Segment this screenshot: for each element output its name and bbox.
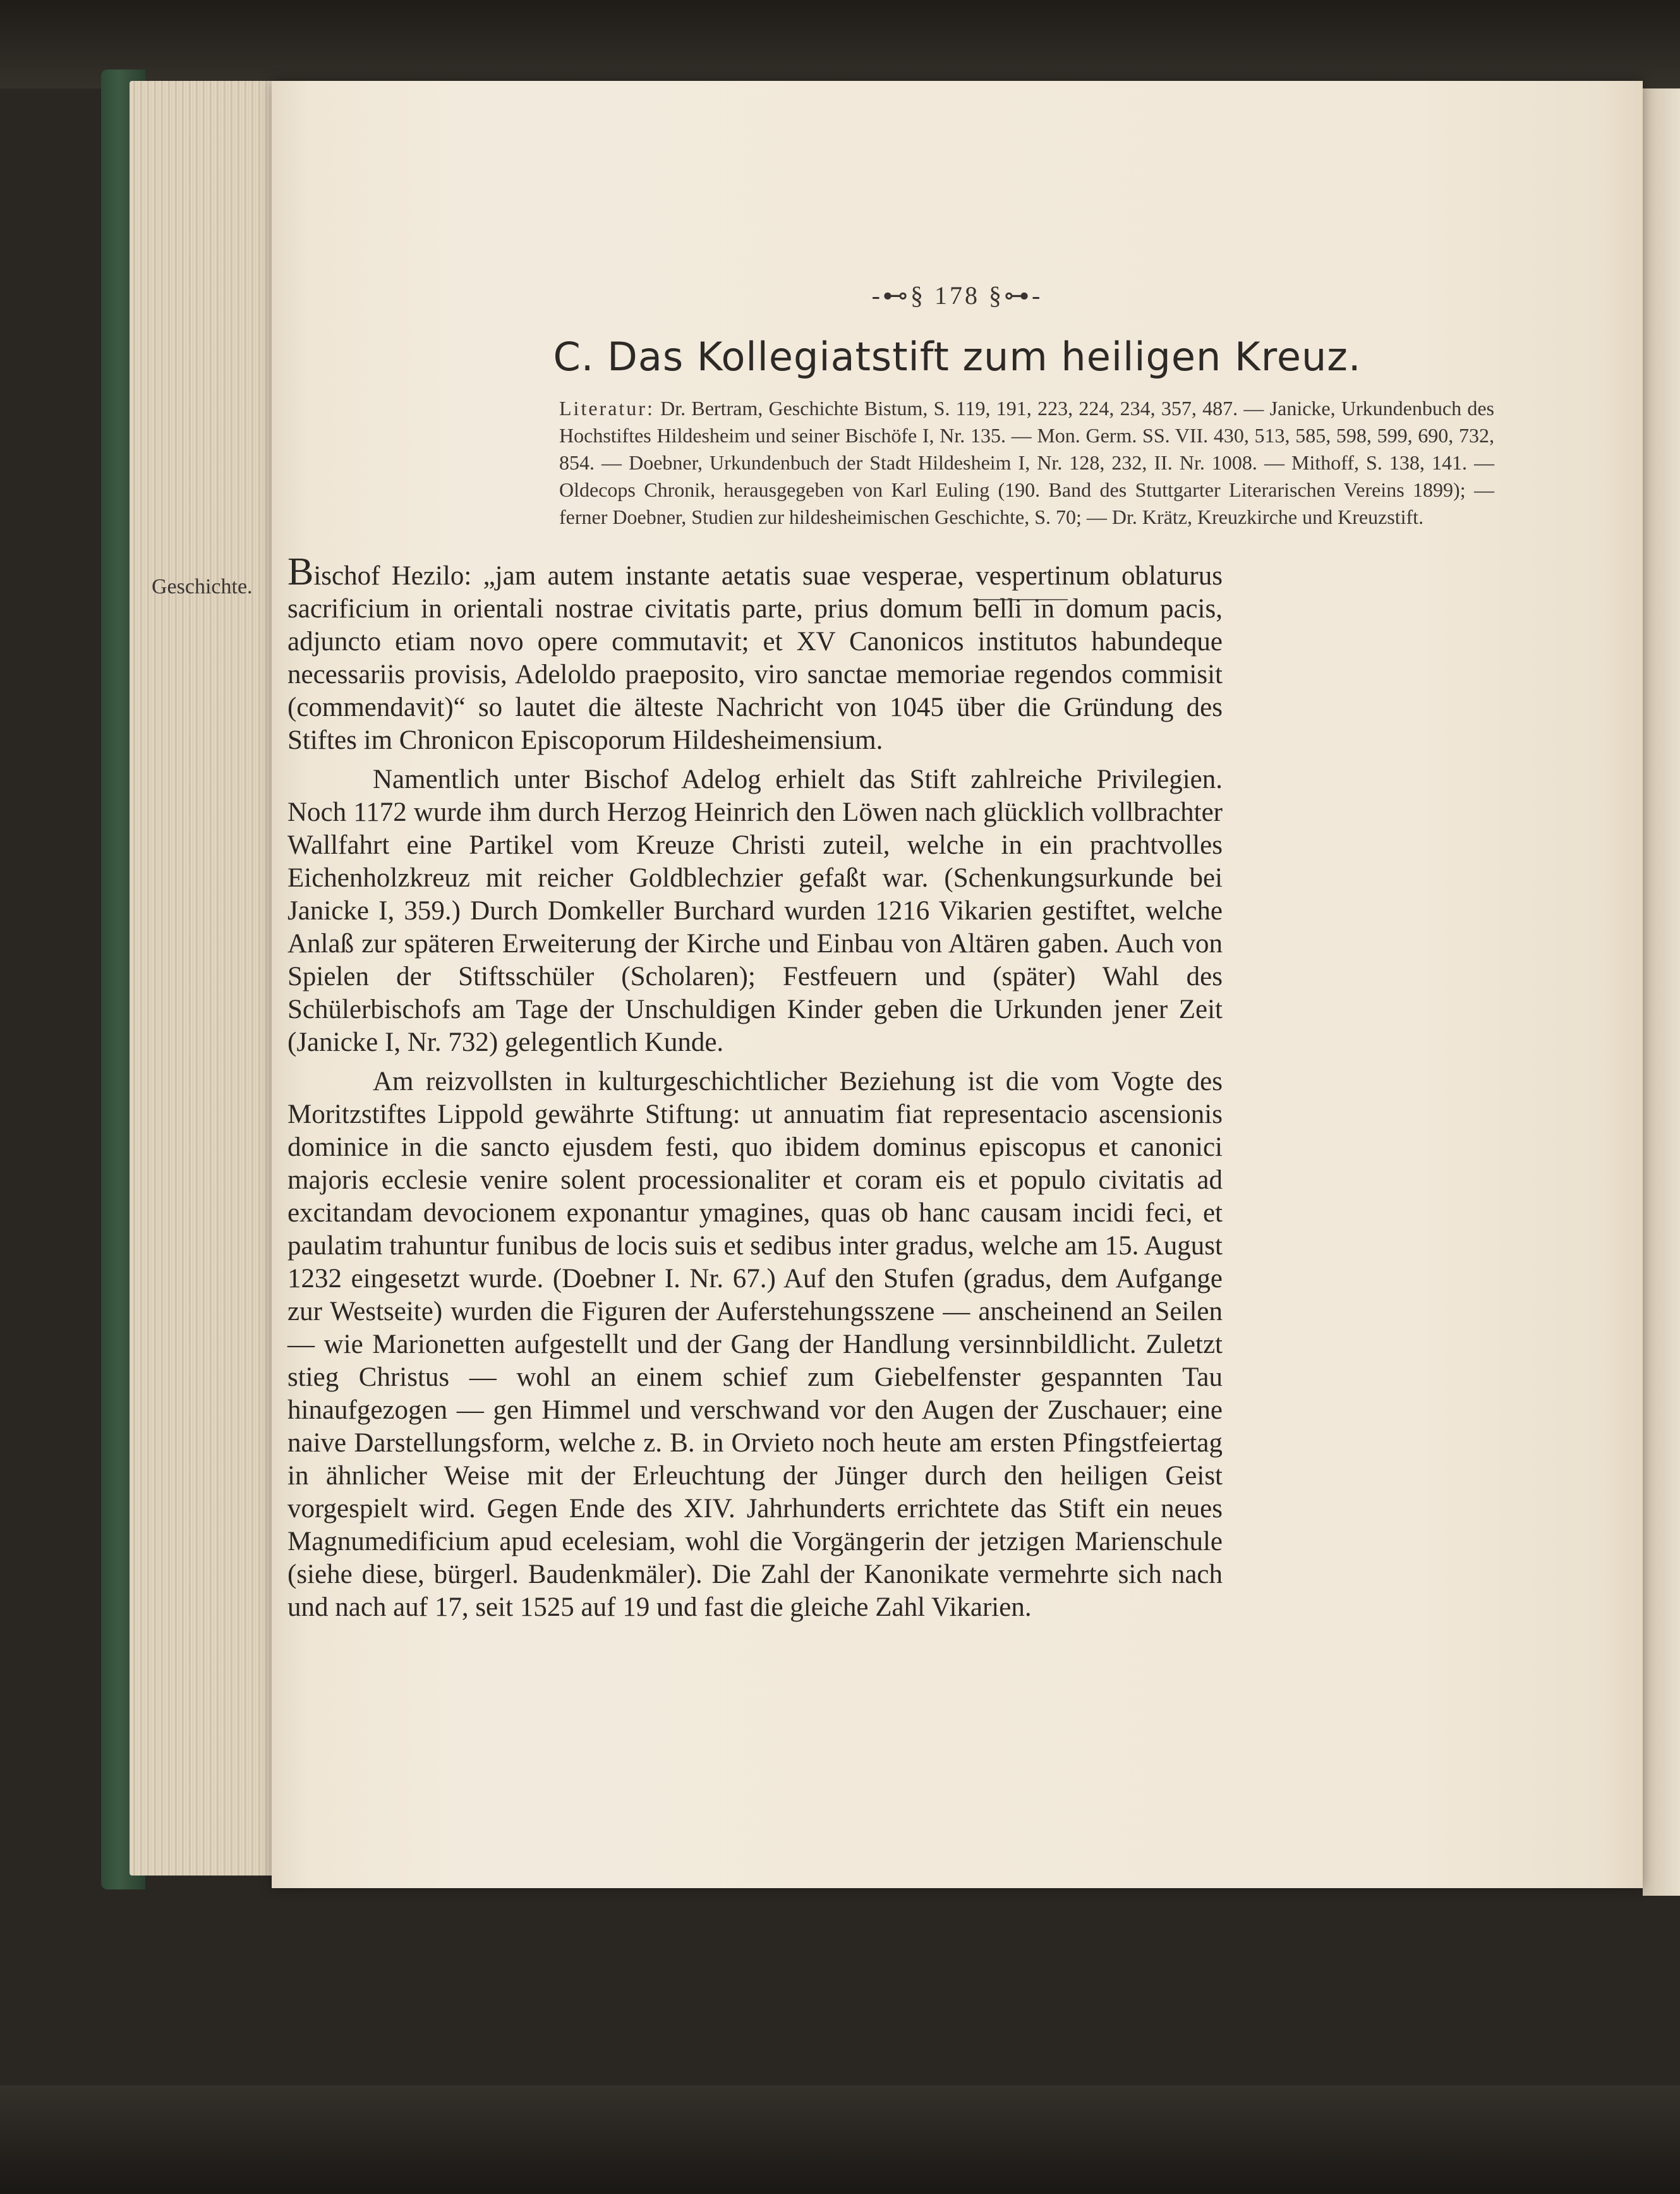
paragraph-1-text: ischof Hezilo: „jam autem instante aetatis suae vesperae, vespertinum oblaturus sacrificium in orientali nostrae civitatis parte, prius domum belli in domum pacis, adjuncto etiam novo opere commutavit; et XV Canonicos institutos habundeque necessariis provisis, Adeloldo praeposito, viro sanctae memoriae regendos commisit (commendavit)“ so lautet die älteste Nachricht von 1045 über die Gründung des Stiftes im Chronicon Episcoporum Hildesheimensium. <box>287 561 1223 755</box>
page-number: -⊷§ 178 §⊶- <box>871 281 1043 310</box>
paragraph-1 <box>287 550 1223 757</box>
initial-letter: B <box>287 550 314 593</box>
literature-text: Dr. Bertram, Geschichte Bistum, S. 119, 191, 223, 224, 234, 357, 487. — Janicke, Urkundenbuch des Hochstiftes Hildesheim und seiner Bischöfe I, Nr. 135. — Mon. Germ. SS. VII. 430, 513, 585, 598, 599, 690, 732, 854. — Doebner, Urkundenbuch der Stadt Hildesheim I, Nr. 128, 232, II. Nr. 1008. — Mithoff, S. 138, 141. — Oldecops Chronik, herausgegeben von Karl Euling (190. Band des Stuttgarter Literarischen Vereins 1899); — ferner Doebner, Studien zur hildesheimischen Geschichte, S. 70; — Dr. Krätz, Kreuzkirche und Kreuzstift. <box>559 397 1494 528</box>
chapter-title: C. Das Kollegiatstift zum heiligen Kreuz. <box>553 334 1362 380</box>
paragraph-2: Namentlich unter Bischof Adelog erhielt das Stift zahlreiche Privilegien. Noch 1172 wurde ihm durch Herzog Heinrich den Löwen nach glücklich vollbrachter Wallfahrt eine Partikel vom Kreuze Christi zuteil, welche in ein prachtvolles Eichenholzkreuz mit reicher Goldblechzier gefaßt war. (Schenkungsurkunde bei Janicke I, 359.) Durch Domkeller Burchard wurden 1216 Vikarien gestiftet, welche Anlaß zur späteren Erweiterung der Kirche und Einbau von Altären gaben. Auch von Spielen der Stiftsschüler (Scholaren); Festfeuern und (später) Wahl des Schülerbischofs am Tage der Unschuldigen Kinder geben die Urkunden jener Zeit (Janicke I, Nr. 732) gelegentlich Kunde. <box>287 765 1223 1057</box>
next-page-edge <box>1643 88 1680 1896</box>
page-stack-edge <box>130 81 275 1876</box>
background-top <box>0 0 1680 88</box>
background-bottom <box>0 2085 1680 2194</box>
paragraph-3: Am reizvollsten in kulturgeschichtlicher Beziehung ist die vom Vogte des Moritzstiftes Lippold gewährte Stiftung: ut annuatim fiat representacio ascensionis dominice in die sancto ejusdem festi, quo ibidem dominus episcopus et canonici majoris ecclesie venire solent processionaliter et coram eis et populo civitatis ad excitandam devocionem exponantur ymagines, quas ob hanc causam incidi feci, et paulatim trahuntur funibus de locis suis et sedibus inter gradus, welche am 15. August 1232 eingesetzt wurde. (Doebner I. Nr. 67.) Auf den Stufen (gradus, dem Aufgange zur Westseite) wurden die Figuren der Auferstehungsszene — anscheinend an Seilen — wie Marionetten aufgestellt und der Gang der Handlung versinnbildlicht. Zuletzt stieg Christus — wohl an einem schief zum Giebelfenster gespannten Tau hinaufgezogen — gen Himmel und verschwand vor den Augen der Zuschauer; eine naive Darstellungsform, welche z. B. in Orvieto noch heute am ersten Pfingstfeiertag in ähnlicher Weise mit der Erleuchtung der Jünger durch den heiligen Geist vorgespielt wird. Gegen Ende des XIV. Jahrhunderts errichtete das Stift ein neues Magnumedificium apud ecelesiam, wohl die Vorgängerin der jetzigen Marienschule (siehe diese, bürgerl. Baudenkmäler). Die Zahl der Kanonikate vermehrte sich nach und nach auf 17, seit 1525 auf 19 und fast die gleiche Zahl Vikarien. <box>287 1067 1223 1622</box>
margin-note: Geschichte. <box>152 575 253 598</box>
body-text <box>287 550 1223 1624</box>
literature-note <box>559 395 1494 531</box>
literature-label: Literatur: <box>559 397 655 420</box>
